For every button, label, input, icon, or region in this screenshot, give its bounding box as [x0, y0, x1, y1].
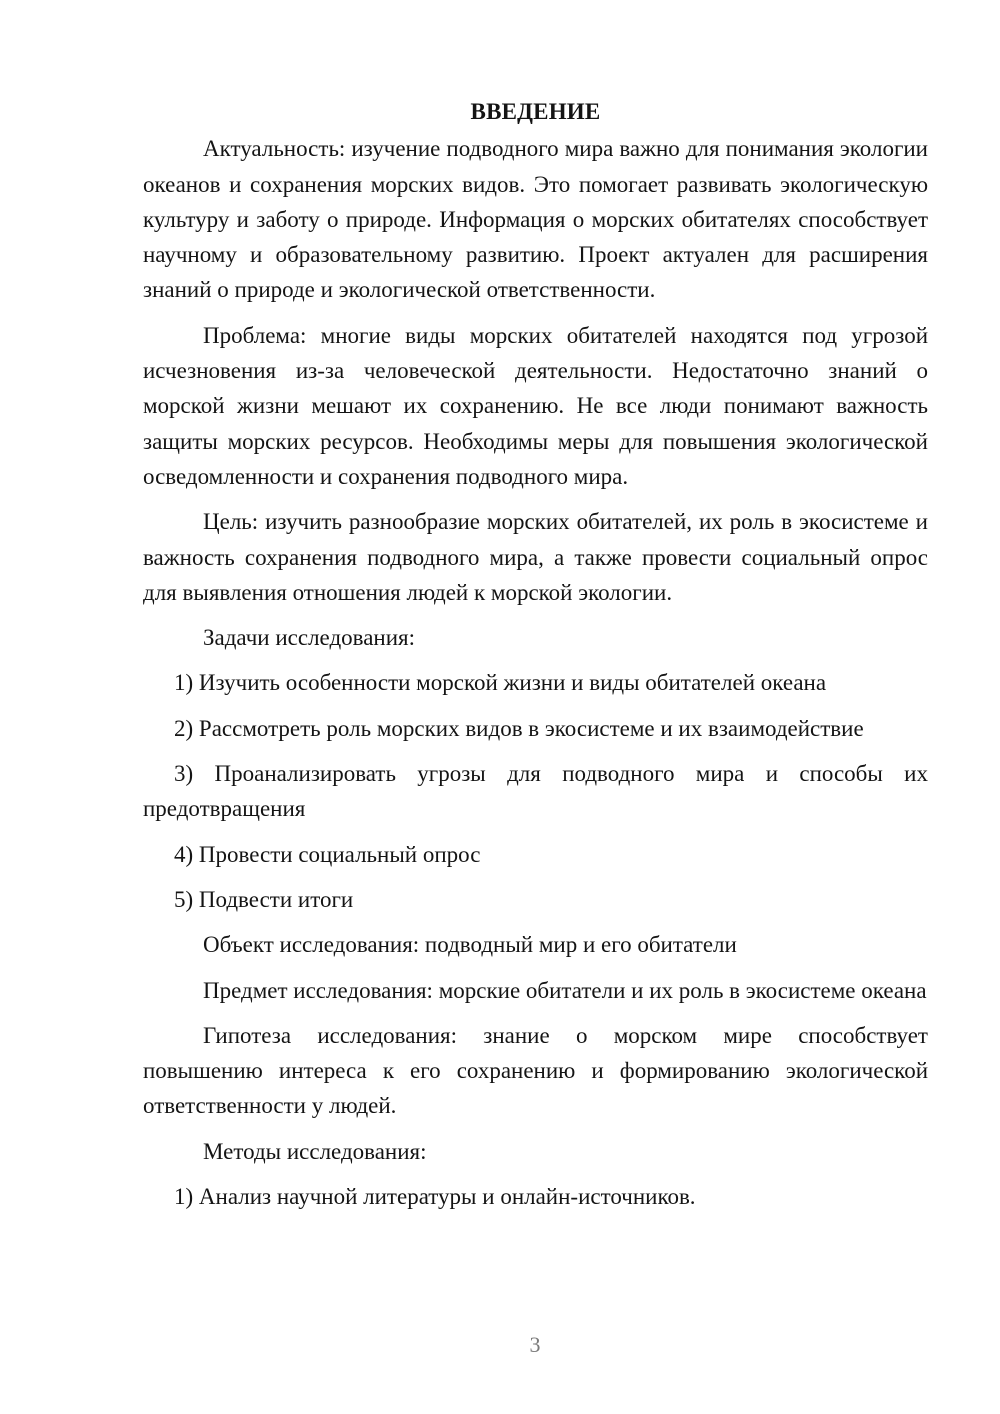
paragraph-goal: Цель: изучить разнообразие морских обитателей, их роль в экосистеме и важность сохранения подводного мира, а также провести социальный опрос для выявления отношения людей к морской экологии. [143, 509, 928, 605]
page-number: 3 [529, 1332, 541, 1357]
paragraph-problem: Проблема: многие виды морских обитателей находятся под угрозой исчезновения из-за человеческой деятельности. Недостаточно знаний о морской жизни мешают их сохранению. Не все люди понимают важность защиты морских ресурсов. Необходимы меры для повышения экологической осведомленности и сохранения подводного мира. [143, 322, 928, 489]
paragraph-relevance: Актуальность: изучение подводного мира важно для понимания экологии океанов и сохранения морских видов. Это помогает развивать экологическую культуру и заботу о природе. Информация о морских обитателях способствует научному и образовательному развитию. Проект актуален для расширения знаний о природе и экологической ответственности. [143, 136, 928, 303]
task-item: 4) Провести социальный опрос [174, 841, 481, 867]
paragraph-subject: Предмет исследования: морские обитатели и их роль в экосистеме океана [203, 977, 927, 1003]
document-page [143, 94, 928, 1224]
section-title: ВВЕДЕНИЕ [470, 99, 601, 124]
task-item: 5) Подвести итоги [174, 886, 354, 912]
task-item: 3) Проанализировать угрозы для подводного мира и способы их предотвращения [143, 761, 928, 822]
task-item: 2) Рассмотреть роль морских видов в экосистеме и их взаимодействие [174, 715, 864, 741]
task-item: 1) Изучить особенности морской жизни и виды обитателей океана [174, 670, 827, 696]
tasks-heading: Задачи исследования: [203, 625, 416, 651]
paragraph-hypothesis: Гипотеза исследования: знание о морском мире способствует повышению интереса к его сохранению и формированию экологической ответственности у людей. [143, 1022, 928, 1119]
paragraph-object: Объект исследования: подводный мир и его обитатели [203, 932, 737, 958]
methods-heading: Методы исследования: [203, 1138, 427, 1164]
method-item: 1) Анализ научной литературы и онлайн-источников. [174, 1184, 696, 1210]
